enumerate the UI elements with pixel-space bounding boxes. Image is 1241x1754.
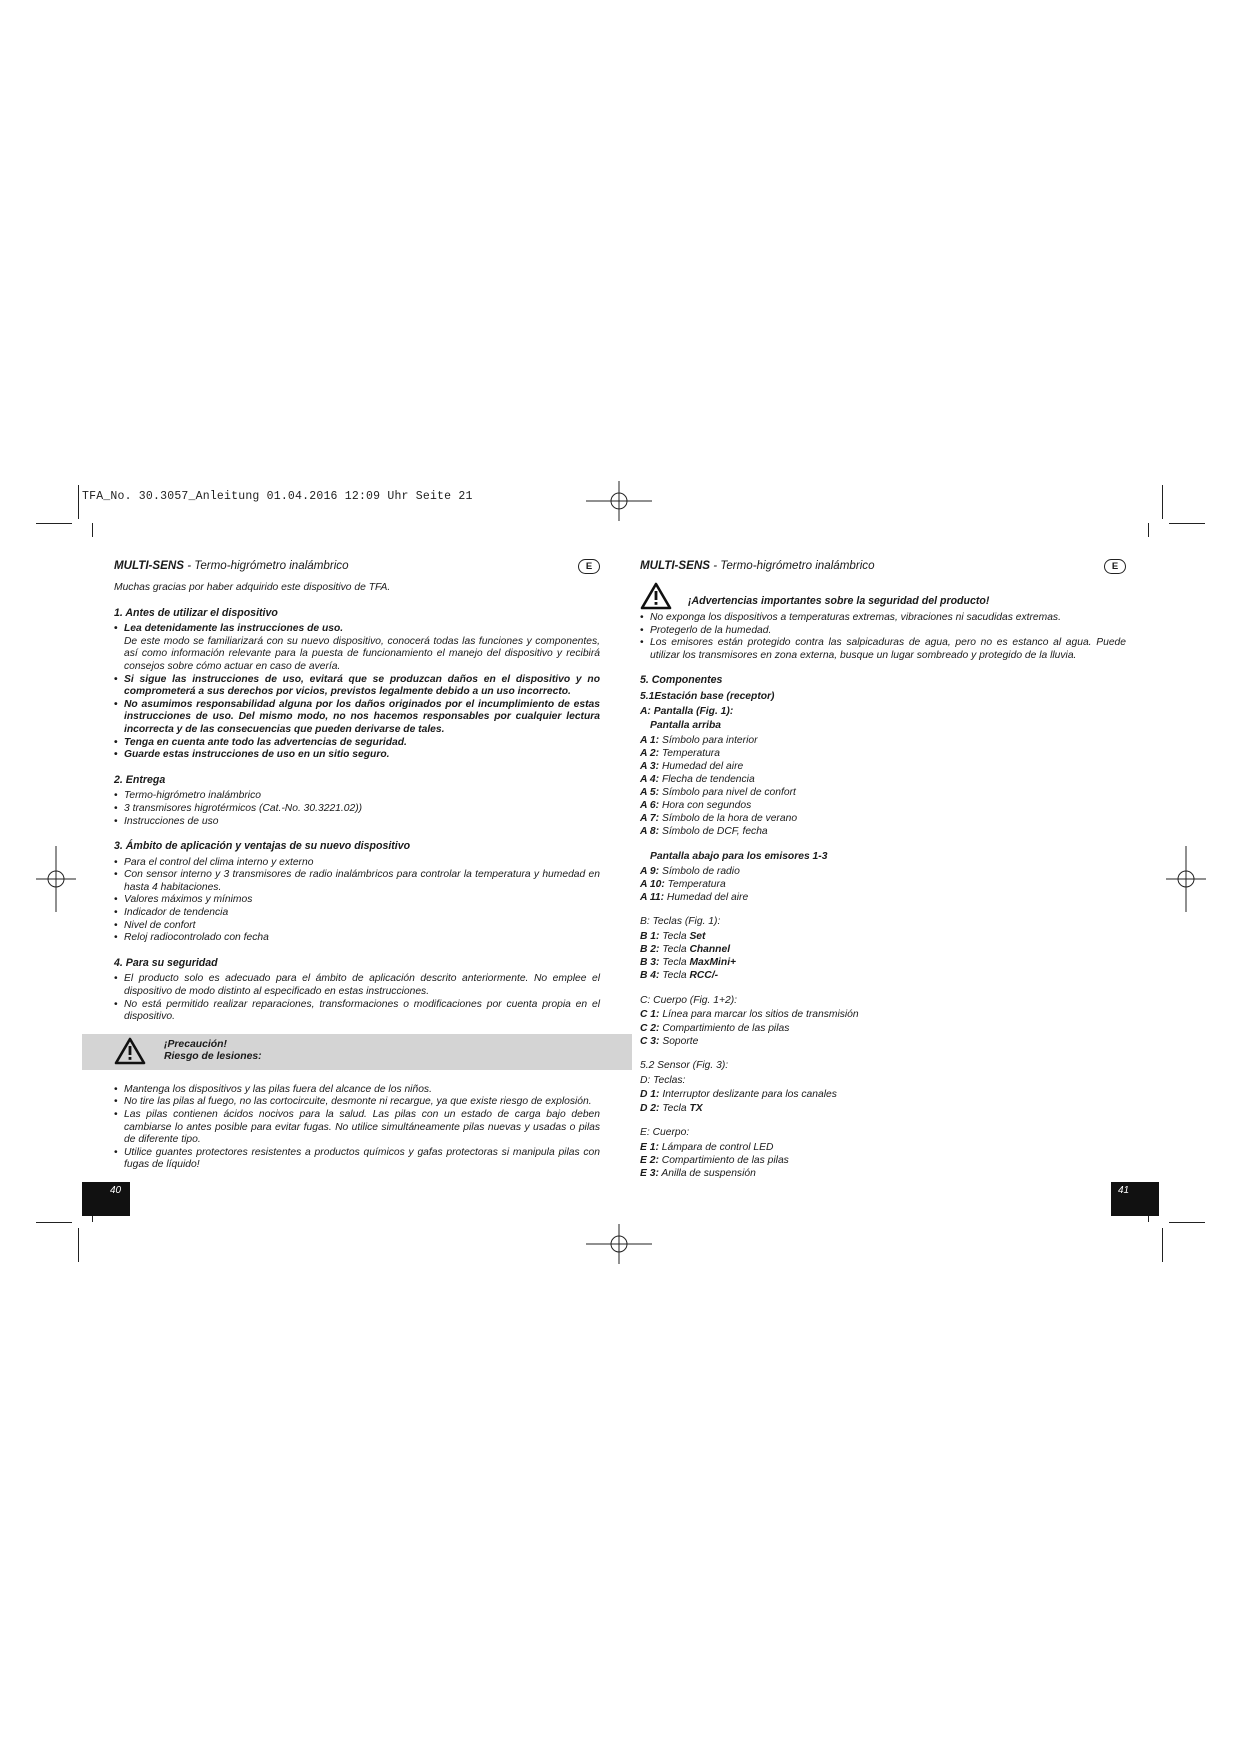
caution-box — [82, 1034, 632, 1070]
registration-mark-left — [36, 846, 76, 912]
right-page-header — [640, 560, 1126, 576]
section-3-list — [114, 857, 600, 945]
group-label: D: Teclas: — [640, 1074, 686, 1086]
warning-triangle-icon — [114, 1037, 146, 1065]
group-sublabel: Pantalla abajo para los emisores 1-3 — [650, 851, 828, 862]
group-label: C: Cuerpo (Fig. 1+2): — [640, 994, 738, 1006]
list-item: C 1: Línea para marcar los sitios de transmisión — [640, 1009, 859, 1021]
left-page-title: MULTI-SENS - Termo-higrómetro inalámbrico — [114, 559, 349, 572]
list-item: A 7: Símbolo de la hora de verano — [640, 813, 798, 825]
section-heading: 3. Ámbito de aplicación y ventajas de su nuevo dispositivo — [114, 840, 411, 853]
warning-triangle-icon — [640, 582, 672, 610]
registration-mark-top — [586, 481, 652, 521]
left-page-header — [114, 560, 600, 576]
section-heading: 1. Antes de utilizar el dispositivo — [114, 606, 278, 619]
subsection-heading: 5.1Estación base (receptor) — [640, 690, 775, 702]
housing-list — [640, 1009, 1126, 1048]
list-item: A 3: Humedad del aire — [640, 760, 744, 772]
display-upper-list — [640, 735, 1126, 839]
page-number-left: 40 — [82, 1182, 130, 1216]
intro-text: Muchas gracias por haber adquirido este dispositivo de TFA. — [114, 582, 391, 593]
section-heading: 2. Entrega — [114, 773, 166, 786]
list-item: D 1: Interruptor deslizante para los canales — [640, 1089, 837, 1101]
list-item: • Reloj radiocontrolado con fecha — [114, 932, 600, 945]
list-item: E 3: Anilla de suspensión — [640, 1167, 756, 1179]
list-item: E 1: Lámpara de control LED — [640, 1141, 774, 1153]
list-item: • No tire las pilas al fuego, no las cortocircuite, desmonte ni recargue, ya que existe riesgo de explosión. — [114, 1096, 600, 1109]
list-item: • Si sigue las instrucciones de uso, evitará que se produzcan daños en el dispositivo y no comprometerá a sus derechos por vicios, previstos legalmente debido a un uso incorrecto. — [114, 674, 600, 699]
caution-text: ¡Precaución! Riesgo de lesiones: — [164, 1038, 262, 1063]
list-item: A 5: Símbolo para nivel de confort — [640, 787, 796, 799]
list-item: • Lea detenidamente las instrucciones de uso. De este modo se familiarizará con su nuevo dispositivo, conocerá todas las funciones y componentes, así como información relevante para la puesta de funcionamiento el manejo del dispositivo y recibirá consejos sobre cómo actuar en caso de avería. — [114, 623, 600, 673]
language-badge: E — [1104, 559, 1126, 574]
list-item: A 4: Flecha de tendencia — [640, 774, 755, 786]
language-badge: E — [578, 559, 600, 574]
list-item: • Los emisores están protegido contra las salpicaduras de agua, pero no es estanco al agua. Puede utilizar los transmisores en zona externa, busque un lugar sombreado y protegido de la lluvia. — [640, 637, 1126, 662]
list-item: B 1: Tecla Set — [640, 930, 706, 942]
list-item: • Valores máximos y mínimos — [114, 894, 600, 907]
list-item: D 2: Tecla TX — [640, 1102, 703, 1114]
list-item: • No exponga los dispositivos a temperaturas extremas, vibraciones ni sacudidas extremas. — [640, 612, 1126, 625]
list-item: C 2: Compartimiento de las pilas — [640, 1022, 790, 1034]
left-page — [114, 560, 600, 1184]
group-label: A: Pantalla (Fig. 1): — [640, 705, 734, 717]
sensor-housing-list — [640, 1142, 1126, 1181]
list-item: A 2: Temperatura — [640, 747, 720, 759]
list-item: • Instrucciones de uso — [114, 816, 600, 829]
list-item: • Las pilas contienen ácidos nocivos para la salud. Las pilas con un estado de carga bajo deben cambiarse lo antes posible para evitar fugas. No utilice simultáneamente pilas nuevas y usadas o pilas de diferente tipo. — [114, 1109, 600, 1147]
section-2-list — [114, 790, 600, 828]
subsection-heading: 5.2 Sensor (Fig. 3): — [640, 1060, 729, 1072]
list-item: B 3: Tecla MaxMini+ — [640, 957, 737, 969]
page-number-right: 41 — [1111, 1182, 1159, 1216]
list-item: A 11: Humedad del aire — [640, 891, 749, 903]
registration-mark-bottom — [586, 1224, 652, 1264]
list-item: • El producto solo es adecuado para el ámbito de aplicación descrito anteriormente. No emplee el dispositivo de modo distinto al especificado en estas instrucciones. — [114, 973, 600, 998]
list-item: A 9: Símbolo de radio — [640, 865, 740, 877]
list-item: • Guarde estas instrucciones de uso en un sitio seguro. — [114, 749, 600, 762]
safety-warning-list — [640, 612, 1126, 662]
safety-warning-header — [640, 582, 1126, 612]
section-1-list — [114, 623, 600, 762]
print-slug: TFA_No. 30.3057_Anleitung 01.04.2016 12:09 Uhr Seite 21 — [82, 490, 473, 503]
right-page-title: MULTI-SENS - Termo-higrómetro inalámbrico — [640, 559, 875, 572]
list-item: • Indicador de tendencia — [114, 907, 600, 920]
buttons-list — [640, 931, 1126, 983]
list-item: • Tenga en cuenta ante todo las advertencias de seguridad. — [114, 737, 600, 750]
list-item: A 1: Símbolo para interior — [640, 734, 758, 746]
list-item: • No asumimos responsabilidad alguna por los daños originados por el incumplimiento de estas instrucciones de uso. Del mismo modo, no nos hacemos responsables por cualquier lectura incorrecta y de las consecuencias que pueden derivarse de tales. — [114, 699, 600, 737]
list-item: • 3 transmisores higrotérmicos (Cat.-No. 30.3221.02)) — [114, 803, 600, 816]
list-item: • Nivel de confort — [114, 920, 600, 933]
group-label: E: Cuerpo: — [640, 1127, 690, 1139]
list-item: • Utilice guantes protectores resistentes a productos químicos y gafas protectoras si manipula pilas con fugas de líquido! — [114, 1147, 600, 1172]
list-item: C 3: Soporte — [640, 1035, 699, 1047]
safety-warning-title: ¡Advertencias importantes sobre la seguridad del producto! — [688, 595, 990, 607]
list-item: • Mantenga los dispositivos y las pilas fuera del alcance de los niños. — [114, 1084, 600, 1097]
list-item: E 2: Compartimiento de las pilas — [640, 1154, 789, 1166]
registration-mark-right — [1166, 846, 1206, 912]
list-item: • Con sensor interno y 3 transmisores de radio inalámbricos para controlar la temperatura y humedad en hasta 4 habitaciones. — [114, 869, 600, 894]
list-item: • Termo-higrómetro inalámbrico — [114, 790, 600, 803]
list-item: A 10: Temperatura — [640, 878, 726, 890]
list-item: • No está permitido realizar reparaciones, transformaciones o modificaciones por cuenta propia en el dispositivo. — [114, 999, 600, 1024]
list-item: A 6: Hora con segundos — [640, 800, 752, 812]
section-heading: 5. Componentes — [640, 674, 723, 687]
right-page — [640, 560, 1126, 1192]
battery-safety-list — [114, 1084, 600, 1172]
section-4-list — [114, 973, 600, 1023]
list-item: • Protegerlo de la humedad. — [640, 625, 1126, 638]
group-label: B: Teclas (Fig. 1): — [640, 916, 721, 928]
group-sublabel: Pantalla arriba — [650, 720, 721, 732]
display-lower-list — [640, 866, 1126, 905]
list-item: • Para el control del clima interno y externo — [114, 857, 600, 870]
list-item: A 8: Símbolo de DCF, fecha — [640, 826, 768, 838]
sensor-buttons-list — [640, 1089, 1126, 1115]
list-item: B 2: Tecla Channel — [640, 944, 731, 956]
section-heading: 4. Para su seguridad — [114, 956, 218, 969]
list-item: B 4: Tecla RCC/- — [640, 970, 719, 982]
